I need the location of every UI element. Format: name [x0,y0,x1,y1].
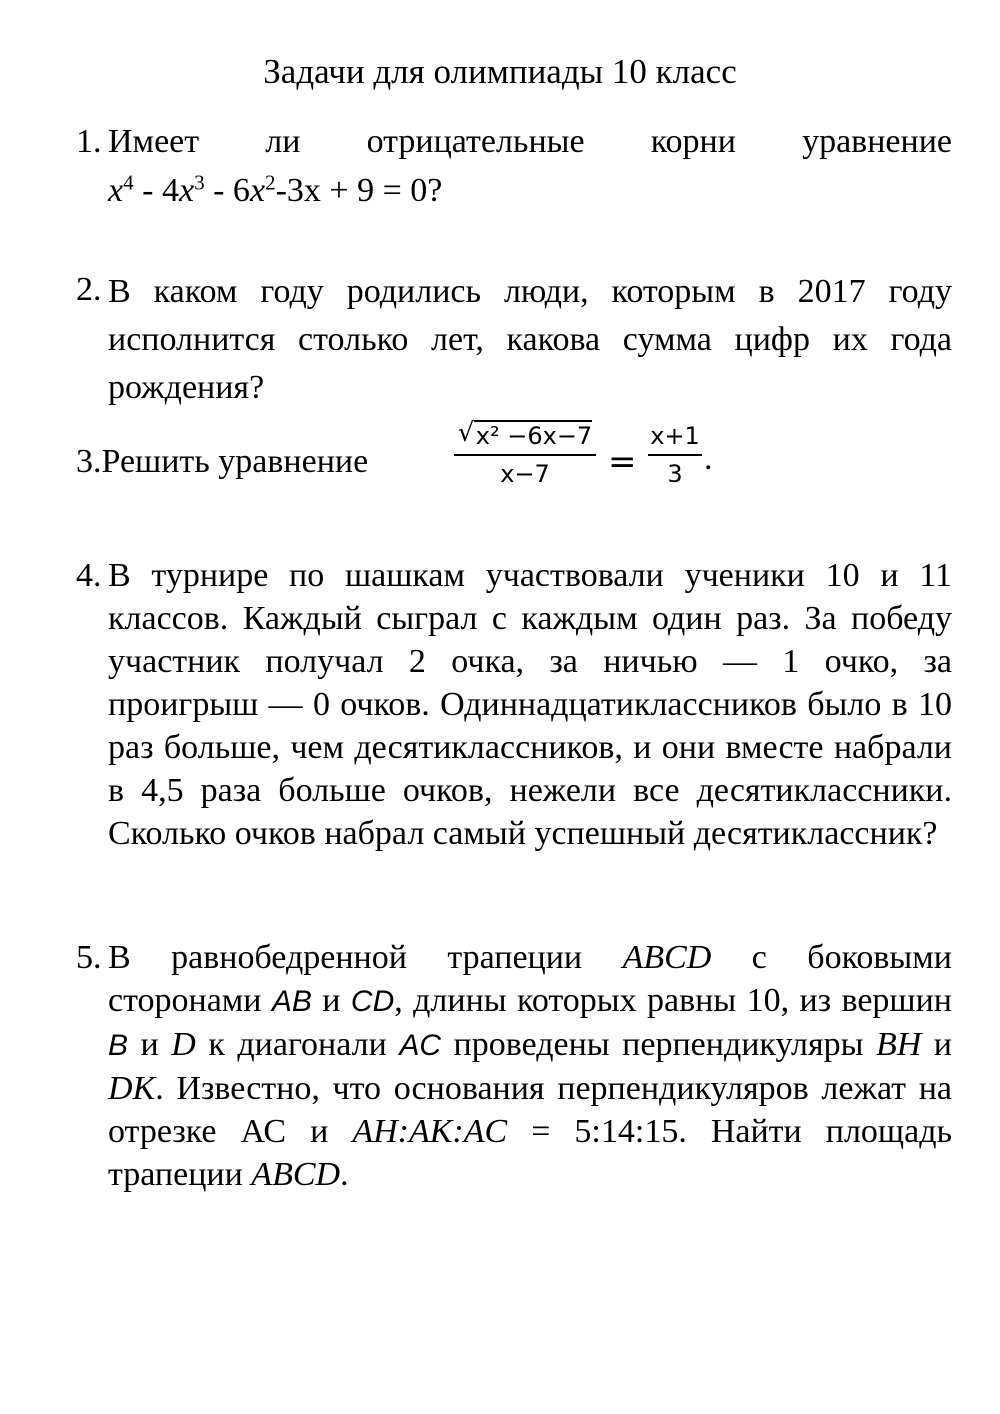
rhs-denominator: 3 [667,460,683,488]
period: . [704,440,713,477]
problem-1-number: 1. [76,123,102,160]
radicand: x² −6x−7 [475,422,593,450]
word: Имеет [108,123,200,160]
problem-1-line-1 [108,120,952,163]
rhs-numerator: x+1 [650,422,700,450]
problem-2-number: 2. [76,271,102,308]
problem-3-label: 3.Решить уравнение [76,443,369,480]
problem-2-text: В каком году родились люди, которым в 2017 году исполнится столько лет, какова сумма цифр их года рождения? [108,273,952,406]
fraction-bar [454,454,596,456]
problem-1-text [108,120,952,212]
word: корни [650,123,736,160]
word: уравнение [802,123,952,160]
problem-4-number: 4. [76,557,102,594]
problem-5-text: В равнобедренной трапеции ABCD с боковыми сторонами AB и CD, длины которых равны 10, из вершин B и D к диагонали AC проведены перпендикуляры BH и DK. Известно, что основания перпендикуляров лежат на отрезке АС и AH:AK:AC = 5:14:15. Найти площадь трапеции ABCD. [108,939,953,1193]
lhs-fraction [454,420,596,490]
problem-5-number: 5. [76,939,102,976]
fraction-bar [648,454,702,456]
sqrt-icon: √ [457,418,475,448]
lhs-denominator: x−7 [500,460,550,488]
rhs-fraction [648,420,702,490]
equals-sign: = [608,442,637,482]
problem-1-equation: $x^4 - 4x^3 - 6x^2-3x + 9 = 0$? [108,170,443,209]
problem-4-text: В турнире по шашкам участвовали ученики 10 и 11 классов. Каждый сыграл с каждым один раз. За победу участник получал 2 очка, за ничью — 1 очко, за проигрыш — 0 очков. Одиннадцатиклассников было в 10 раз больше, чем десятиклассников, и они вместе набрали в 4,5 раза больше очков, нежели все десятиклассники. Сколько очков набрал самый успешный десятиклассник? [108,557,952,852]
word: ли [265,123,301,160]
page-title: Задачи для олимпиады 10 класс [263,52,737,91]
word: отрицательные [366,123,585,160]
